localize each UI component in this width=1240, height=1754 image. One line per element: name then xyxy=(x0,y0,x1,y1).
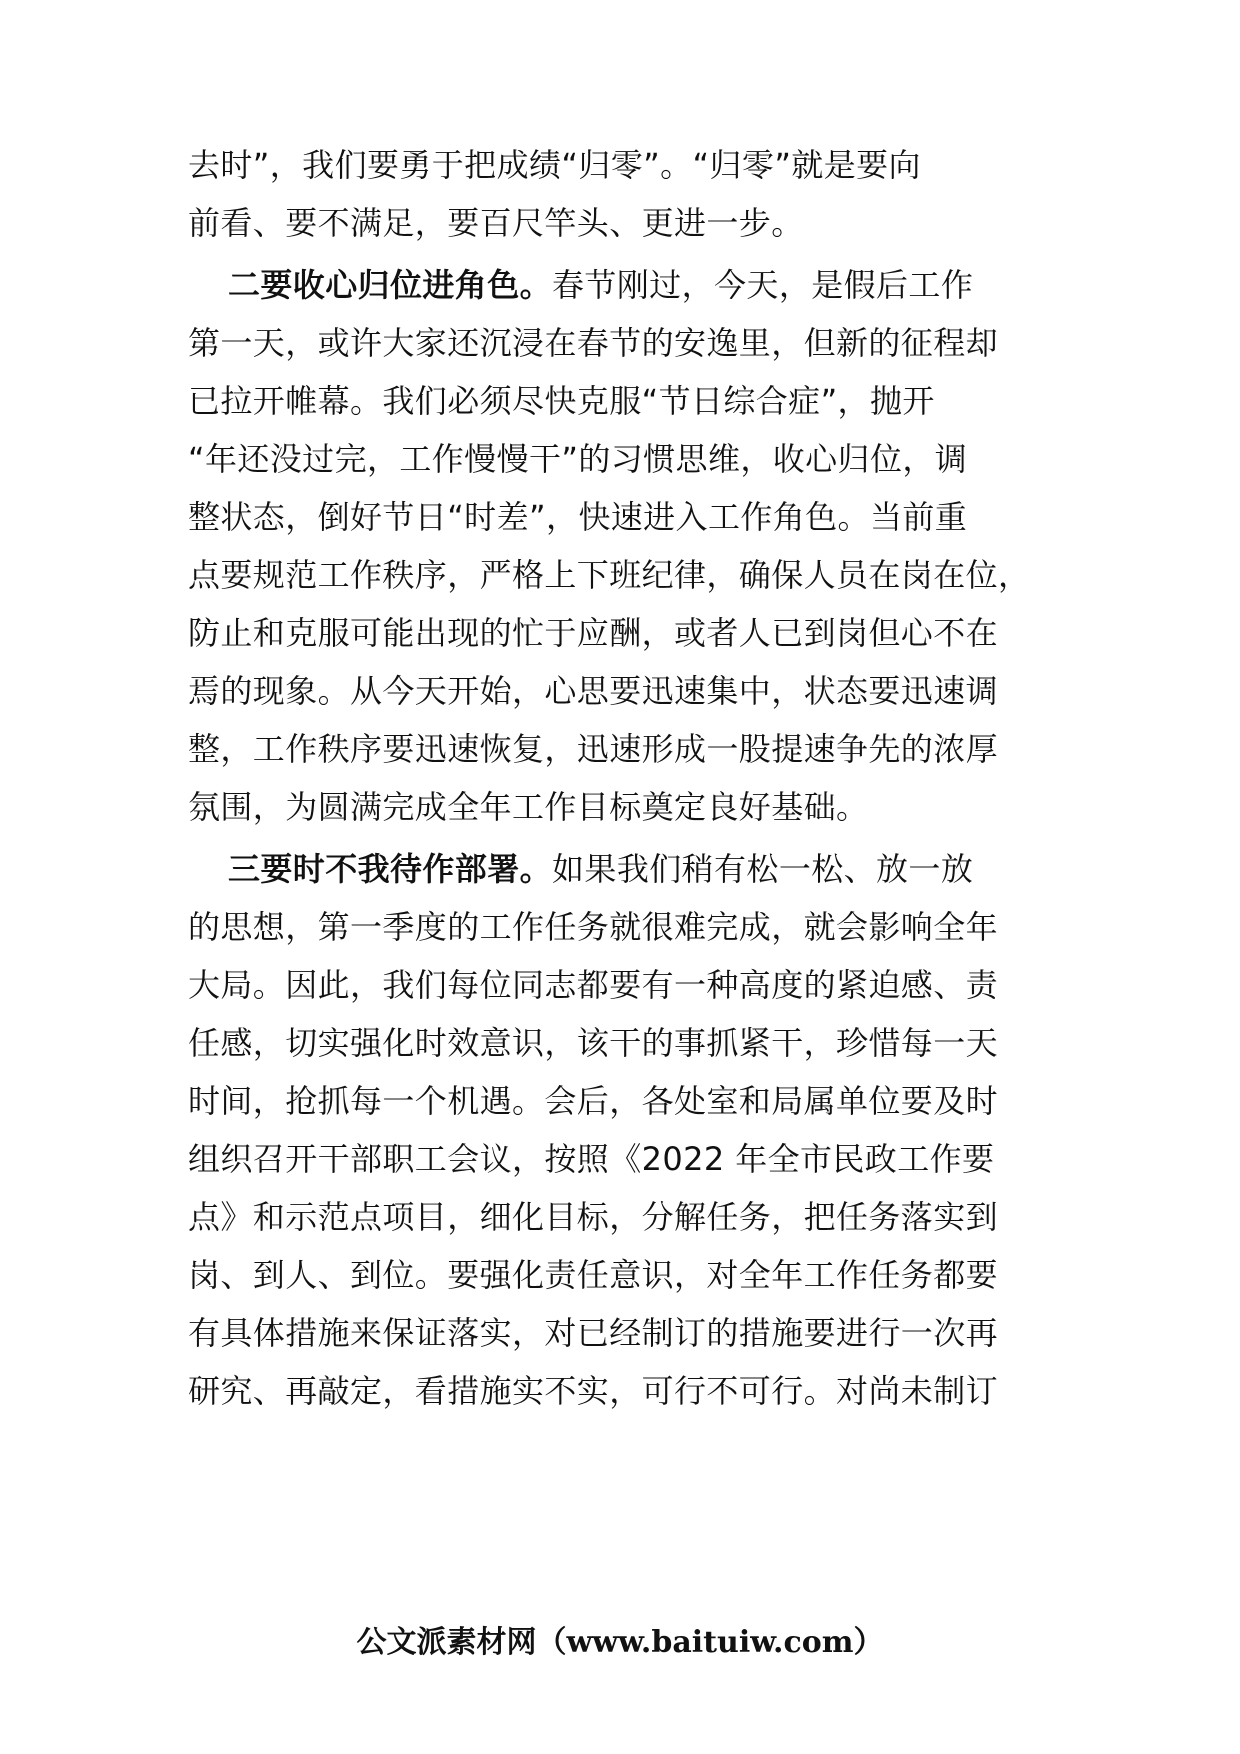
line-text: 整状态，倒好节日“时差”，快速进入工作角色。当前重 xyxy=(188,498,968,536)
body-line xyxy=(188,1023,998,1063)
body-line xyxy=(188,1197,998,1237)
line-text: 点》和示范点项目，细化目标，分解任务，把任务落实到 xyxy=(188,1198,999,1236)
body-line xyxy=(188,1081,998,1121)
line-text: 氛围，为圆满完成全年工作目标奠定良好基础。 xyxy=(188,788,869,826)
line-text: 已拉开帷幕。我们必须尽快克服“节日综合症”，抛开 xyxy=(188,382,935,420)
line-text: 前看、要不满足，要百尺竿头、更进一步。 xyxy=(188,204,804,242)
footer-watermark: 公文派素材网（www.baituiw.com） xyxy=(356,1625,884,1660)
body-line xyxy=(188,613,998,653)
line-text: 如果我们稍有松一松、放一放 xyxy=(552,850,974,888)
body-line xyxy=(188,323,998,363)
line-text: 春节刚过，今天，是假后工作 xyxy=(552,266,974,304)
line-text: 防止和克服可能出现的忙于应酬，或者人已到岗但心不在 xyxy=(188,614,999,652)
body-line xyxy=(188,1139,994,1179)
body-line xyxy=(188,145,921,185)
line-text: 第一天，或许大家还沉浸在春节的安逸里，但新的征程却 xyxy=(188,324,999,362)
body-line xyxy=(188,203,804,243)
body-line xyxy=(188,1313,998,1353)
body-line xyxy=(188,381,935,421)
body-line xyxy=(188,439,967,479)
line-text: 组织召开干部职工会议，按照《2022 年全市民政工作要 xyxy=(188,1140,995,1178)
line-text: 焉的现象。从今天开始，心思要迅速集中，状态要迅速调 xyxy=(188,672,999,710)
body-line xyxy=(188,907,998,947)
section-heading: 二要收心归位进角色。 xyxy=(228,266,553,304)
body-line xyxy=(188,555,1030,595)
line-text: 研究、再敲定，看措施实不实，可行不可行。对尚未制订 xyxy=(188,1372,999,1410)
body-line xyxy=(188,787,868,827)
line-text: 任感，切实强化时效意识，该干的事抓紧干，珍惜每一天 xyxy=(188,1024,999,1062)
line-text: 整，工作秩序要迅速恢复，迅速形成一股提速争先的浓厚 xyxy=(188,730,999,768)
line-text: 时间，抢抓每一个机遇。会后，各处室和局属单位要及时 xyxy=(188,1082,999,1120)
line-text: 的思想，第一季度的工作任务就很难完成，就会影响全年 xyxy=(188,908,999,946)
body-line xyxy=(188,965,998,1005)
body-line xyxy=(188,729,998,769)
body-line xyxy=(188,497,967,537)
line-text: “年还没过完，工作慢慢干”的习惯思维，收心归位，调 xyxy=(188,440,968,478)
line-text: 大局。因此，我们每位同志都要有一种高度的紧迫感、责 xyxy=(188,966,999,1004)
line-text: 点要规范工作秩序，严格上下班纪律，确保人员在岗在位， xyxy=(188,556,1031,594)
paragraph-lead-line xyxy=(228,849,973,889)
line-text: 去时”，我们要勇于把成绩“归零”。“归零”就是要向 xyxy=(188,146,921,184)
paragraph-lead-line xyxy=(228,265,973,305)
body-line xyxy=(188,1255,998,1295)
line-text: 有具体措施来保证落实，对已经制订的措施要进行一次再 xyxy=(188,1314,999,1352)
section-heading: 三要时不我待作部署。 xyxy=(228,850,553,888)
body-line xyxy=(188,1371,998,1411)
line-text: 岗、到人、到位。要强化责任意识，对全年工作任务都要 xyxy=(188,1256,999,1294)
body-line xyxy=(188,671,998,711)
